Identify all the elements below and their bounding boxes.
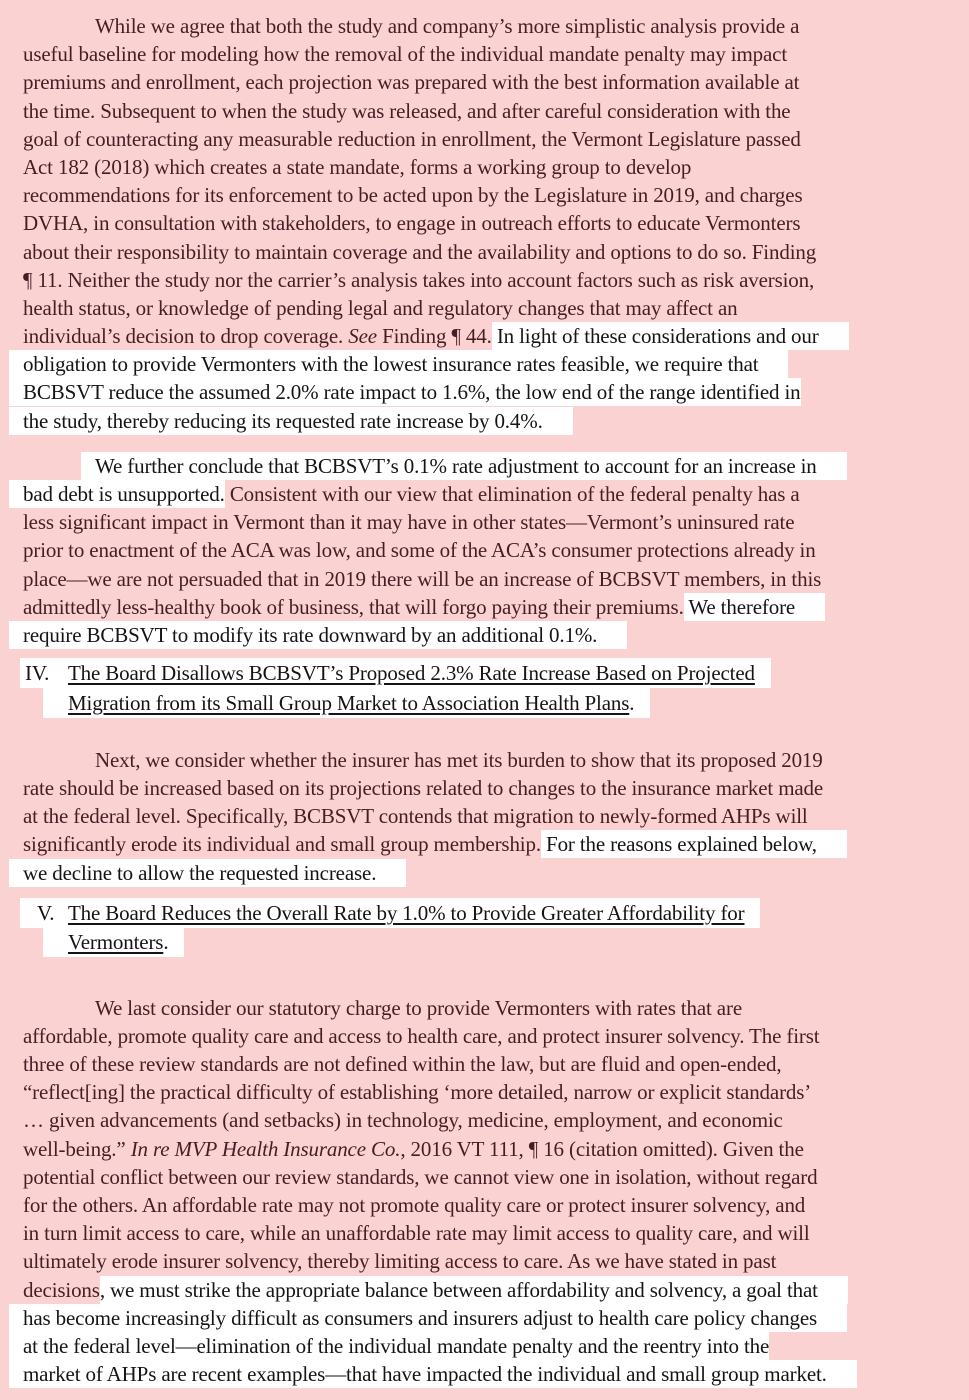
heading-highlight-band [43, 688, 650, 718]
text-line [0, 181, 969, 209]
text-segment: Migration from its Small Group Market to Association Health Plans [68, 690, 630, 715]
highlighted-text-segment: require BCBSVT to modify its rate downward by an additional 0.1%. [23, 622, 598, 647]
highlighted-text-segment: BCBSVT reduce the assumed 2.0% rate impact to 1.6%, the low end of the range identified in [23, 380, 801, 405]
text-segment: three of these review standards are not defined within the law, but are fluid and open-ended, [23, 1052, 782, 1076]
highlighted-text-segment: market of AHPs are recent examples—that have impacted the individual and small group market. [23, 1362, 827, 1387]
text-line [0, 508, 969, 536]
text-segment: for the others. An affordable rate may not promote quality care or protect insurer solvency, and [23, 1192, 806, 1217]
text-line [0, 859, 969, 887]
text-line [0, 322, 969, 350]
paragraph-bad-debt [0, 452, 969, 649]
section-heading-v [0, 899, 969, 958]
text-line [0, 830, 969, 858]
text-line [0, 746, 969, 774]
text-segment: Vermonters [68, 930, 164, 955]
text-line [0, 593, 969, 621]
heading-highlight-band [20, 658, 771, 688]
text-line [0, 452, 969, 480]
text-line [0, 1219, 969, 1247]
text-segment: DVHA, in consultation with stakeholders, to engage in outreach efforts to educate Vermonters [23, 211, 801, 236]
text-line [0, 928, 969, 957]
text-segment: rate should be increased based on its projections related to changes to the insurance market made [23, 776, 824, 801]
text-segment: the time. Subsequent to when the study was released, and after careful consideration with the [23, 98, 791, 123]
paragraph-ahp-migration [0, 746, 969, 887]
highlighted-text-segment: we decline to allow the requested increase. [23, 860, 377, 885]
text-line [0, 1163, 969, 1191]
text-line [0, 565, 969, 593]
text-line [0, 1191, 969, 1219]
text-segment: The Board Reduces the Overall Rate by 1.0% to Provide Greater Affordability for [68, 900, 745, 925]
text-line [0, 1304, 969, 1332]
text-line [0, 774, 969, 802]
highlighted-text-segment: at the federal level—elimination of the individual mandate penalty and the reentry into the [23, 1333, 770, 1358]
text-segment: well-being.” [23, 1136, 131, 1161]
text-line [0, 994, 969, 1022]
text-line [0, 12, 969, 40]
text-line [0, 125, 969, 153]
highlighted-text-segment: We further conclude that BCBSVT’s 0.1% rate adjustment to account for an increase in [95, 453, 817, 478]
text-line [0, 40, 969, 68]
text-segment: about their responsibility to maintain coverage and the availability and options to do so. Finding [23, 239, 817, 264]
highlighted-text-segment: has become increasingly difficult as consumers and insurers adjust to health care policy changes [23, 1305, 818, 1330]
highlighted-text-segment: We therefore [683, 594, 796, 619]
text-line [0, 1135, 969, 1163]
text-line [0, 1106, 969, 1134]
text-segment: Consistent with our view that elimination of the federal penalty has a [224, 482, 800, 506]
text-line [0, 209, 969, 237]
text-segment: useful baseline for modeling how the removal of the individual mandate penalty may impact [23, 42, 788, 67]
text-segment: place—we are not persuaded that in 2019 there will be an increase of BCBSVT members, in this [23, 566, 822, 591]
text-line [0, 1332, 969, 1360]
heading-highlight-band [43, 927, 184, 957]
text-line [0, 97, 969, 125]
text-segment: decisions [23, 1277, 100, 1302]
text-segment: less significant impact in Vermont than it may have in other states—Vermont’s uninsured rate [23, 510, 795, 535]
text-segment: affordable, promote quality care and access to health care, and protect insurer solvency. The first [23, 1023, 820, 1048]
text-line [0, 689, 969, 718]
text-line [0, 68, 969, 96]
text-segment: In re MVP Health Insurance Co. [130, 1136, 401, 1161]
text-line [0, 1276, 969, 1304]
text-segment: “reflect[ing] the practical difficulty of establishing ‘more detailed, narrow or explicit standards’ [23, 1080, 812, 1105]
text-line [0, 1247, 969, 1275]
heading-highlight-band [20, 898, 760, 928]
text-segment: health status, or knowledge of pending legal and regulatory changes that may affect an [23, 295, 738, 320]
text-segment: goal of counteracting any measurable reduction in enrollment, the Vermont Legislature passed [23, 126, 801, 151]
text-segment: individual’s decision to drop coverage. [23, 324, 349, 349]
text-segment: ultimately erode insurer solvency, thereby limiting access to care. As we have stated in past [23, 1249, 777, 1274]
text-line [0, 407, 969, 435]
paragraph-affordability [0, 994, 969, 1389]
text-segment: Finding ¶ 44. [376, 324, 492, 349]
section-heading-iv [0, 659, 969, 718]
text-segment: See [348, 324, 377, 349]
text-line [0, 1078, 969, 1106]
heading-number: V. [37, 900, 55, 925]
text-segment: ¶ 11. Neither the study nor the carrier’s analysis takes into account factors such as risk aversion, [23, 267, 815, 292]
text-segment: We last consider our statutory charge to provide Vermonters with rates that are [95, 995, 742, 1020]
text-line [0, 238, 969, 266]
text-line [0, 378, 969, 406]
text-segment: admittedly less-healthy book of business, that will forgo paying their premiums. [23, 594, 684, 619]
text-segment: While we agree that both the study and company’s more simplistic analysis provide a [95, 14, 800, 38]
text-segment: Act 182 (2018) which creates a state mandate, forms a working group to develop [23, 154, 692, 179]
text-line [0, 659, 969, 688]
text-line [0, 153, 969, 181]
text-segment: Next, we consider whether the insurer has met its burden to show that its proposed 2019 [95, 747, 823, 772]
text-segment: , 2016 VT 111, ¶ 16 (citation omitted). Given the [400, 1136, 804, 1161]
text-segment: premiums and enrollment, each projection was prepared with the best information available at [23, 70, 800, 95]
text-segment: prior to enactment of the ACA was low, and some of the ACA’s consumer protections already in [23, 538, 816, 563]
text-line [0, 1022, 969, 1050]
text-line [0, 536, 969, 564]
paragraph-mandate-study [0, 12, 969, 435]
text-line [0, 266, 969, 294]
text-segment: . [629, 690, 635, 715]
text-segment: . [163, 930, 169, 955]
highlighted-text-segment: bad debt is unsupported. [23, 482, 225, 506]
text-line [0, 899, 969, 928]
highlighted-text-segment: , we must strike the appropriate balance between affordability and solvency, a goal that [99, 1277, 818, 1302]
text-line [0, 1050, 969, 1078]
text-segment: recommendations for its enforcement to be acted upon by the Legislature in 2019, and charges [23, 183, 803, 208]
highlighted-text-segment: the study, thereby reducing its requested rate increase by 0.4%. [23, 408, 543, 433]
text-segment: at the federal level. Specifically, BCBSVT contends that migration to newly-formed AHPs will [23, 804, 808, 829]
highlighted-text-segment: In light of these considerations and our [491, 324, 819, 349]
highlighted-text-segment: For the reasons explained below, [540, 832, 817, 857]
text-segment: potential conflict between our review standards, we cannot view one in isolation, without regard [23, 1164, 818, 1189]
heading-number: IV. [25, 661, 50, 686]
highlighted-text-segment: obligation to provide Vermonters with the lowest insurance rates feasible, we require that [23, 352, 759, 377]
text-segment: in turn limit access to care, while an unaffordable rate may limit access to quality care, and will [23, 1221, 810, 1246]
text-line [0, 621, 969, 649]
text-segment: … given advancements (and setbacks) in technology, medicine, employment, and economic [23, 1108, 783, 1133]
text-segment: significantly erode its individual and small group membership. [23, 832, 541, 857]
text-line [0, 1360, 969, 1388]
text-line [0, 480, 969, 508]
text-line [0, 294, 969, 322]
text-line [0, 802, 969, 830]
text-segment: The Board Disallows BCBSVT’s Proposed 2.3% Rate Increase Based on Projected [68, 661, 755, 686]
text-line [0, 350, 969, 378]
